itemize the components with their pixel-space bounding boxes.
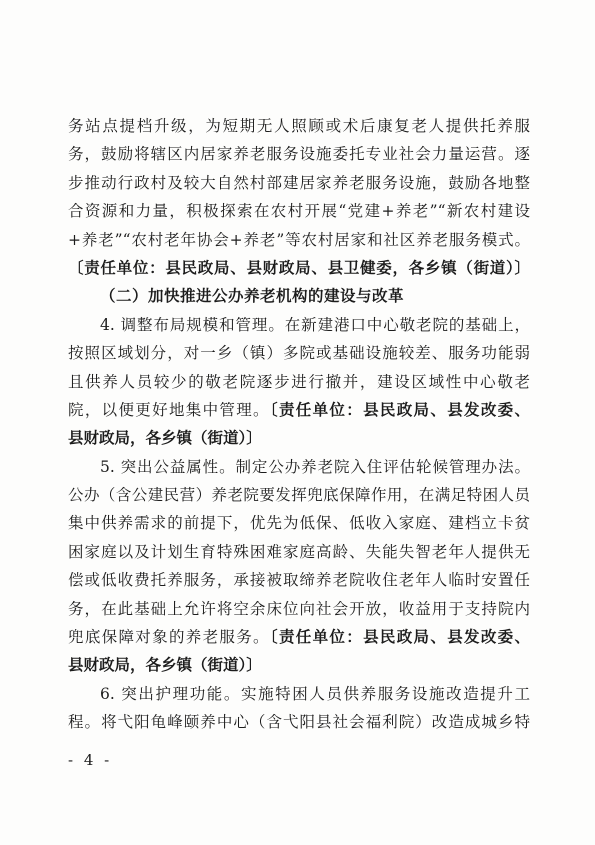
text-segment: 且供养人员较少的敬老院逐步进行撤并，建设区域性中心敬老 [68,372,530,391]
text-line [68,509,530,537]
responsibility-line [68,424,530,452]
text-line [68,396,530,424]
text-segment: 公办（含公建民营）养老院要发挥兜底保障作用，在满足特困人员 [68,486,530,505]
text-line [68,708,530,736]
text-segment: 院，以便更好地集中管理。 [68,400,270,419]
text-segment: 程。将弋阳龟峰颐养中心（含弋阳县社会福利院）改造成城乡特 [68,713,530,732]
text-segment: 4. 调整布局规模和管理。在新建港口中心敬老院的基础上， [100,315,530,334]
text-line [68,623,530,651]
text-line [68,680,530,708]
page-number: - 4 - [68,751,113,769]
text-line [68,481,530,509]
text-line [68,140,530,168]
text-segment: 务站点提档升级，为短期无人照顾或术后康复老人提供托养服 [68,117,530,135]
text-segment: 务，在此基础上允许将空余床位向社会开放，收益用于支持院内 [68,599,530,618]
text-segment: 5. 突出公益属性。制定公办养老院入住评估轮候管理办法。 [100,457,530,476]
text-segment: 合资源和力量，积极探索在农村开展“党建+养老”“新农村建设 [68,202,530,221]
responsibility-text: 〔责任单位：县民政局、县发改委、 [269,627,530,647]
document-body [68,112,530,737]
text-line [68,112,530,140]
text-segment: 困家庭以及计划生育特殊困难家庭高龄、失能失智老年人提供无 [68,542,530,561]
text-segment: 兜底保障对象的养老服务。 [68,628,270,647]
text-segment: 按照区域划分，对一乡（镇）多院或基础设施较差、服务功能弱 [68,344,530,363]
text-line [68,453,530,481]
text-segment: 步推动行政村及较大自然村部建居家养老服务设施，鼓励各地整 [68,173,530,192]
text-line [68,311,530,339]
text-segment: 6. 突出护理功能。实施特困人员供养服务设施改造提升工 [100,684,530,703]
text-segment: 偿或低收费托养服务，承接被取缔养老院收住老年人临时安置任 [68,571,530,590]
text-segment: 集中供养需求的前提下，优先为低保、低收入家庭、建档立卡贫 [68,514,530,533]
text-line [68,226,530,254]
responsibility-text: 〔责任单位：县民政局、县发改委、 [269,399,530,419]
text-segment: +养老”“农村老年协会+养老”等农村居家和社区养老服务模式。 [68,230,530,249]
text-line [68,368,530,396]
text-line [68,197,530,225]
section-heading [68,282,530,310]
text-line [68,566,530,594]
responsibility-line [68,254,530,282]
responsibility-text: 县财政局，各乡镇（街道）〕 [68,428,262,448]
text-line [68,339,530,367]
responsibility-text: 县财政局，各乡镇（街道）〕 [68,655,262,675]
text-line [68,538,530,566]
responsibility-text: 〔责任单位：县民政局、县财政局、县卫健委，各乡镇（街道）〕 [68,257,530,277]
responsibility-line [68,651,530,679]
text-segment: 务，鼓励将辖区内居家养老服务设施委托专业社会力量运营。逐 [68,145,530,164]
text-line [68,169,530,197]
section-heading-text: （二）加快推进公办养老机构的建设与改革 [100,286,405,306]
text-line [68,595,530,623]
